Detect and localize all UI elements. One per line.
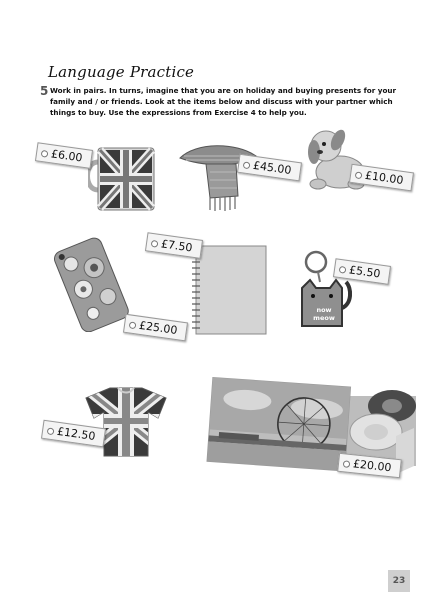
union-jack-tshirt-icon	[80, 384, 172, 458]
section-title: Language Practice	[48, 63, 195, 81]
price-tag-toy-dog: £10.00	[349, 164, 414, 192]
item-scarf	[176, 140, 260, 212]
keyring-text: now meow	[313, 306, 335, 322]
exercise-number: 5	[40, 84, 49, 98]
price-tag-poster: £20.00	[337, 453, 401, 478]
price-tag-notebook: £7.50	[145, 232, 203, 259]
exercise-instructions: Work in pairs. In turns, imagine that you are on holiday and buying presents for your family and / or friends. Look at the items below and discuss with your partner which things to buy. Use the expressions from Exercise 4 to help you.	[50, 86, 397, 117]
price-tag-mug: £6.00	[35, 142, 93, 169]
price-tag-phone-case: £25.00	[123, 314, 188, 342]
page-number: 23	[388, 570, 410, 592]
union-jack-mug-icon	[88, 140, 158, 215]
floral-phone-case-icon	[52, 236, 130, 332]
price-tag-tshirt: £12.50	[41, 420, 106, 448]
item-mug	[88, 140, 158, 215]
item-phone-case	[52, 236, 130, 332]
spiral-notebook-icon	[190, 244, 268, 336]
price-tag-scarf: £45.00	[237, 154, 302, 182]
knitted-scarf-icon	[176, 140, 260, 212]
price-tag-keyring: £5.50	[333, 258, 391, 285]
item-tshirt	[80, 384, 172, 458]
item-notebook	[190, 244, 268, 336]
